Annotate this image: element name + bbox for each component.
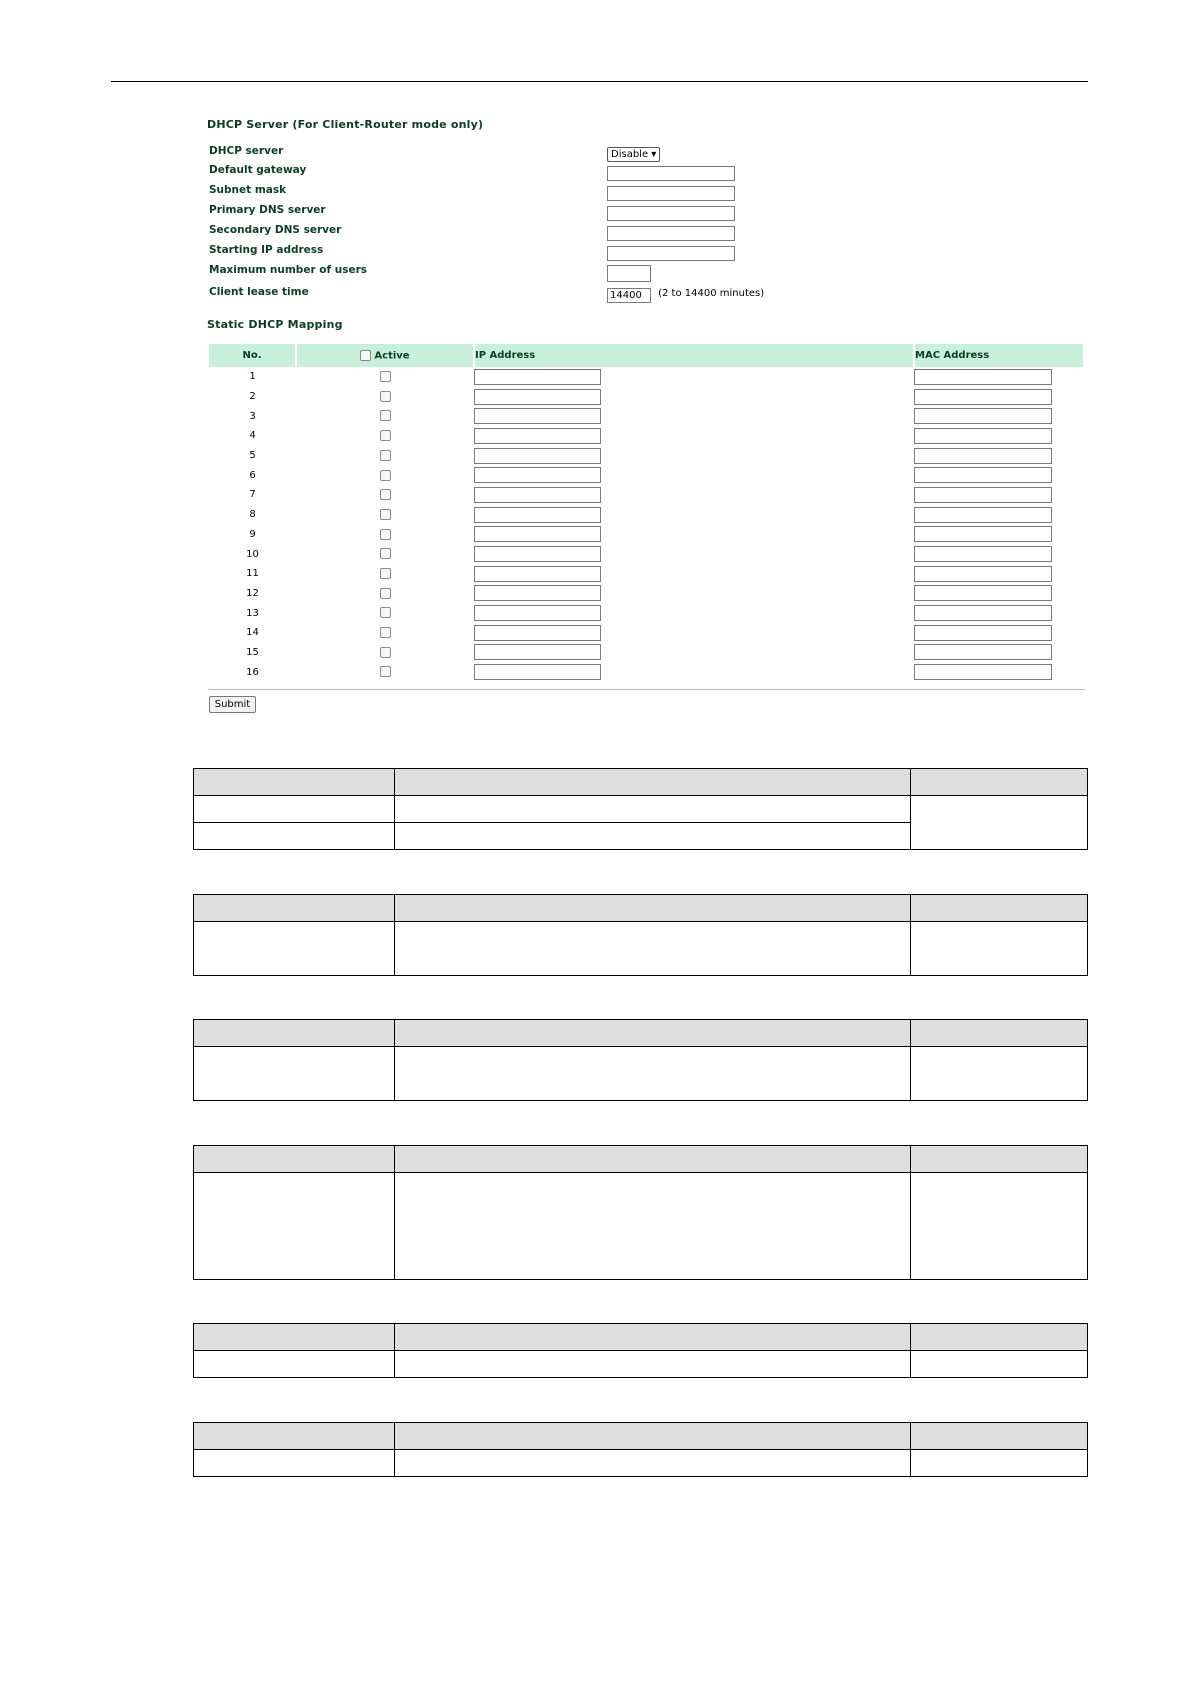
column-header-no: No. <box>209 344 296 367</box>
secondary-dns-input[interactable] <box>607 226 735 241</box>
row-active-cell <box>296 662 474 682</box>
row-number: 7 <box>249 489 256 501</box>
static-mapping-title: Static DHCP Mapping <box>207 318 343 331</box>
row-active-cell <box>296 584 474 604</box>
row-number: 15 <box>246 646 259 658</box>
row-mac-address-input[interactable] <box>914 448 1052 464</box>
row-active-checkbox[interactable] <box>380 509 391 520</box>
row-number: 16 <box>246 666 259 678</box>
row-mac-cell <box>914 564 1084 584</box>
max-users-input[interactable] <box>607 265 651 282</box>
row-ip-address-input[interactable] <box>474 467 601 483</box>
doc-table-row <box>194 1450 1088 1477</box>
row-ip-address-input[interactable] <box>474 389 601 405</box>
default-gateway-label: Default gateway <box>209 164 307 176</box>
row-mac-address-input[interactable] <box>914 507 1052 523</box>
row-active-cell <box>296 367 474 387</box>
doc-table-row <box>194 1047 1088 1101</box>
row-ip-cell <box>474 584 914 604</box>
row-number: 9 <box>249 528 256 540</box>
column-header-ip-address: IP Address <box>474 344 914 367</box>
row-number: 5 <box>249 450 256 462</box>
row-active-checkbox[interactable] <box>380 647 391 658</box>
row-active-checkbox[interactable] <box>380 627 391 638</box>
row-mac-cell <box>914 446 1084 466</box>
field-max-users <box>209 261 1069 281</box>
field-starting-ip <box>209 241 1069 261</box>
field-primary-dns <box>209 201 1069 221</box>
mapping-table-bottom-rule <box>209 689 1085 690</box>
doc-table-2 <box>193 894 1088 976</box>
row-number: 2 <box>249 391 256 403</box>
row-number: 14 <box>246 627 259 639</box>
row-mac-address-input[interactable] <box>914 428 1052 444</box>
row-number: 8 <box>249 509 256 521</box>
row-mac-address-input[interactable] <box>914 487 1052 503</box>
row-mac-address-input[interactable] <box>914 389 1052 405</box>
doc-table-header-row <box>194 1146 1088 1173</box>
row-ip-cell <box>474 564 914 584</box>
row-mac-cell <box>914 367 1084 387</box>
row-mac-address-input[interactable] <box>914 369 1052 385</box>
row-ip-cell <box>474 387 914 407</box>
static-mapping-body <box>209 367 1084 682</box>
row-active-checkbox[interactable] <box>380 470 391 481</box>
row-mac-cell <box>914 465 1084 485</box>
static-mapping-table <box>209 344 1085 682</box>
row-ip-address-input[interactable] <box>474 625 601 641</box>
static-mapping-header-row <box>209 344 1084 367</box>
table-row <box>209 367 1084 387</box>
row-ip-address-input[interactable] <box>474 408 601 424</box>
row-active-checkbox[interactable] <box>380 489 391 500</box>
row-mac-address-input[interactable] <box>914 566 1052 582</box>
doc-table-header-row <box>194 1020 1088 1047</box>
doc-table-header-row <box>194 769 1088 796</box>
table-row <box>209 465 1084 485</box>
row-active-cell <box>296 525 474 545</box>
table-row <box>209 584 1084 604</box>
row-number: 13 <box>246 607 259 619</box>
doc-table-header-row <box>194 1423 1088 1450</box>
row-active-cell <box>296 446 474 466</box>
row-ip-address-input[interactable] <box>474 566 601 582</box>
subnet-mask-label: Subnet mask <box>209 184 287 196</box>
table-row <box>209 544 1084 564</box>
row-ip-cell <box>474 406 914 426</box>
row-ip-cell <box>474 426 914 446</box>
row-mac-cell <box>914 505 1084 525</box>
row-ip-cell <box>474 662 914 682</box>
row-active-checkbox[interactable] <box>380 430 391 441</box>
max-users-label: Maximum number of users <box>209 264 367 276</box>
field-secondary-dns <box>209 221 1069 241</box>
field-default-gateway <box>209 161 1069 181</box>
doc-table-4 <box>193 1145 1088 1280</box>
row-mac-address-input[interactable] <box>914 408 1052 424</box>
row-active-checkbox[interactable] <box>380 607 391 618</box>
row-ip-cell <box>474 544 914 564</box>
row-number: 4 <box>249 430 256 442</box>
row-active-cell <box>296 485 474 505</box>
row-active-cell <box>296 603 474 623</box>
row-ip-address-input[interactable] <box>474 507 601 523</box>
row-active-checkbox[interactable] <box>380 450 391 461</box>
row-active-checkbox[interactable] <box>380 548 391 559</box>
select-all-active-checkbox[interactable] <box>360 350 371 361</box>
row-active-cell <box>296 426 474 446</box>
row-mac-cell <box>914 623 1084 643</box>
row-active-cell <box>296 406 474 426</box>
row-ip-cell <box>474 485 914 505</box>
table-row <box>209 525 1084 545</box>
row-active-cell <box>296 643 474 663</box>
row-mac-cell <box>914 603 1084 623</box>
row-mac-cell <box>914 525 1084 545</box>
row-active-cell <box>296 505 474 525</box>
dhcp-server-title: DHCP Server (For Client-Router mode only) <box>207 118 484 131</box>
table-row <box>209 643 1084 663</box>
row-active-checkbox[interactable] <box>380 410 391 421</box>
row-ip-cell <box>474 643 914 663</box>
row-ip-address-input[interactable] <box>474 448 601 464</box>
row-ip-address-input[interactable] <box>474 546 601 562</box>
column-header-active-label: Active <box>374 350 410 362</box>
row-mac-address-input[interactable] <box>914 526 1052 542</box>
row-number: 3 <box>249 410 256 422</box>
row-ip-address-input[interactable] <box>474 644 601 660</box>
primary-dns-label: Primary DNS server <box>209 204 326 216</box>
row-active-checkbox[interactable] <box>380 529 391 540</box>
subnet-mask-input[interactable] <box>607 186 735 201</box>
row-ip-cell <box>474 603 914 623</box>
row-ip-cell <box>474 367 914 387</box>
client-lease-time-input[interactable] <box>607 288 651 303</box>
doc-table-header-row <box>194 1324 1088 1351</box>
field-dhcp-server <box>209 142 1069 162</box>
row-mac-address-input[interactable] <box>914 546 1052 562</box>
dhcp-server-section <box>207 118 1087 299</box>
row-ip-cell <box>474 465 914 485</box>
row-mac-cell <box>914 584 1084 604</box>
row-mac-address-input[interactable] <box>914 625 1052 641</box>
row-mac-cell <box>914 426 1084 446</box>
row-mac-cell <box>914 406 1084 426</box>
row-ip-cell <box>474 623 914 643</box>
doc-table-row <box>194 1351 1088 1378</box>
row-mac-address-input[interactable] <box>914 644 1052 660</box>
starting-ip-input[interactable] <box>607 246 735 261</box>
row-mac-cell <box>914 643 1084 663</box>
row-mac-address-input[interactable] <box>914 467 1052 483</box>
doc-table-row <box>194 922 1088 976</box>
column-header-active <box>296 344 474 367</box>
row-mac-cell <box>914 485 1084 505</box>
secondary-dns-label: Secondary DNS server <box>209 224 342 236</box>
row-ip-address-input[interactable] <box>474 369 601 385</box>
row-ip-cell <box>474 505 914 525</box>
doc-table-3 <box>193 1019 1088 1101</box>
row-ip-cell <box>474 525 914 545</box>
row-ip-address-input[interactable] <box>474 526 601 542</box>
doc-table-row <box>194 796 1088 823</box>
row-active-checkbox[interactable] <box>380 666 391 677</box>
row-mac-cell <box>914 544 1084 564</box>
chevron-down-icon: ▾ <box>651 149 657 160</box>
row-mac-address-input[interactable] <box>914 585 1052 601</box>
row-mac-address-input[interactable] <box>914 605 1052 621</box>
row-number: 6 <box>249 469 256 481</box>
row-ip-cell <box>474 446 914 466</box>
row-active-cell <box>296 465 474 485</box>
row-active-cell <box>296 544 474 564</box>
table-row <box>209 662 1084 682</box>
doc-table-row <box>194 1173 1088 1280</box>
row-ip-address-input[interactable] <box>474 428 601 444</box>
table-row <box>209 426 1084 446</box>
row-number: 10 <box>246 548 259 560</box>
row-active-cell <box>296 564 474 584</box>
table-row <box>209 505 1084 525</box>
client-lease-time-label: Client lease time <box>209 286 309 298</box>
row-active-cell <box>296 623 474 643</box>
row-ip-address-input[interactable] <box>474 487 601 503</box>
row-ip-address-input[interactable] <box>474 605 601 621</box>
field-client-lease-time <box>209 283 1069 303</box>
primary-dns-input[interactable] <box>607 206 735 221</box>
field-subnet-mask <box>209 181 1069 201</box>
row-mac-cell <box>914 387 1084 407</box>
row-active-checkbox[interactable] <box>380 391 391 402</box>
default-gateway-input[interactable] <box>607 166 735 181</box>
row-mac-cell <box>914 662 1084 682</box>
table-row <box>209 406 1084 426</box>
row-mac-address-input[interactable] <box>914 664 1052 680</box>
row-number: 12 <box>246 587 259 599</box>
doc-table-header-row <box>194 895 1088 922</box>
doc-table-1 <box>193 768 1088 850</box>
table-row <box>209 485 1084 505</box>
row-active-cell <box>296 387 474 407</box>
row-number: 1 <box>249 371 256 383</box>
row-ip-address-input[interactable] <box>474 664 601 680</box>
table-row <box>209 387 1084 407</box>
table-row <box>209 623 1084 643</box>
client-lease-time-hint: (2 to 14400 minutes) <box>658 288 765 299</box>
dhcp-server-label: DHCP server <box>209 145 284 157</box>
row-active-checkbox[interactable] <box>380 371 391 382</box>
row-active-checkbox[interactable] <box>380 588 391 599</box>
dhcp-server-select[interactable] <box>607 147 660 162</box>
page-top-rule <box>111 81 1088 82</box>
table-row <box>209 564 1084 584</box>
table-row <box>209 446 1084 466</box>
dhcp-server-select-value: Disable <box>611 149 649 160</box>
row-number: 11 <box>246 568 259 580</box>
row-active-checkbox[interactable] <box>380 568 391 579</box>
doc-table-5 <box>193 1323 1088 1378</box>
submit-button[interactable]: Submit <box>209 696 256 713</box>
starting-ip-label: Starting IP address <box>209 244 324 256</box>
row-ip-address-input[interactable] <box>474 585 601 601</box>
column-header-mac-address: MAC Address <box>914 344 1084 367</box>
doc-table-6 <box>193 1422 1088 1477</box>
table-row <box>209 603 1084 623</box>
